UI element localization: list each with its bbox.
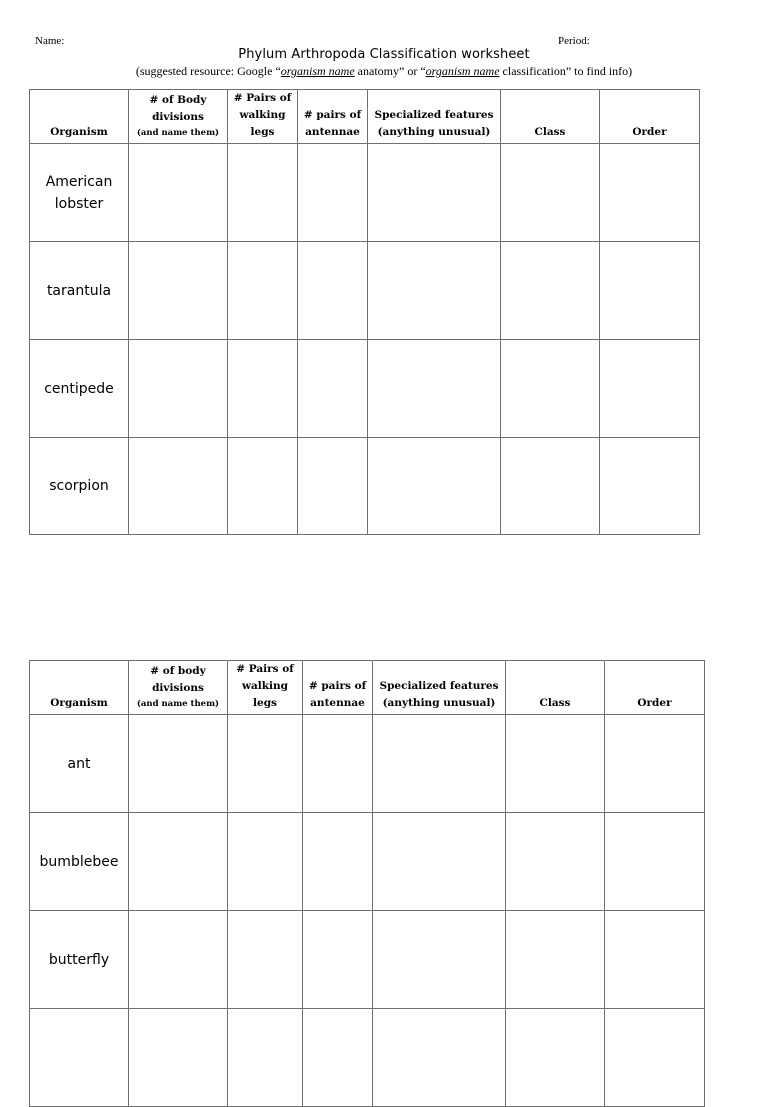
organism-cell — [30, 1009, 129, 1107]
header-body-divisions-line1: # of Body — [149, 94, 207, 106]
order-cell[interactable] — [605, 911, 705, 1009]
specialized-features-cell[interactable] — [368, 144, 501, 242]
header-walking-legs-line2: walking — [239, 109, 286, 121]
body-divisions-cell[interactable] — [129, 242, 228, 340]
name-label: Name: — [35, 35, 65, 47]
period-label: Period: — [558, 35, 590, 47]
classification-table-2 — [29, 660, 705, 1107]
class-cell[interactable] — [501, 340, 600, 438]
order-cell[interactable] — [605, 715, 705, 813]
organism-cell: centipede — [30, 340, 129, 438]
order-cell[interactable] — [600, 242, 700, 340]
organism-name-line2: lobster — [54, 195, 104, 212]
body-divisions-cell[interactable] — [129, 144, 228, 242]
specialized-features-cell[interactable] — [373, 1009, 506, 1107]
header-organism: Organism — [30, 90, 129, 144]
class-cell[interactable] — [501, 242, 600, 340]
header-walking-legs-line1: # Pairs of — [233, 92, 292, 104]
walking-legs-cell[interactable] — [228, 813, 303, 911]
subtitle-part-3: classification” to find info) — [499, 64, 633, 78]
specialized-features-cell[interactable] — [368, 438, 501, 535]
header-features-line2: (anything unusual) — [382, 697, 496, 709]
header-antennae-line1: # pairs of — [308, 680, 367, 692]
body-divisions-cell[interactable] — [129, 911, 228, 1009]
body-divisions-cell[interactable] — [129, 715, 228, 813]
organism-cell: bumblebee — [30, 813, 129, 911]
class-cell[interactable] — [501, 438, 600, 535]
table-row — [30, 715, 705, 813]
header-body-divisions-note: (and name them) — [136, 699, 220, 709]
class-cell[interactable] — [506, 813, 605, 911]
header-features-line2: (anything unusual) — [377, 126, 491, 138]
header-order: Order — [605, 661, 705, 715]
walking-legs-cell[interactable] — [228, 340, 298, 438]
class-cell[interactable] — [506, 911, 605, 1009]
header-antennae-line1: # pairs of — [303, 109, 362, 121]
header-body-divisions — [129, 661, 228, 715]
table-row — [30, 144, 700, 242]
header-walking-legs-line2: walking — [241, 680, 289, 692]
table-row — [30, 1009, 705, 1107]
specialized-features-cell[interactable] — [368, 242, 501, 340]
class-cell[interactable] — [501, 144, 600, 242]
subtitle-term-1: organism name — [280, 64, 355, 78]
order-cell[interactable] — [600, 144, 700, 242]
table-row — [30, 340, 700, 438]
order-cell[interactable] — [605, 813, 705, 911]
header-body-divisions — [129, 90, 228, 144]
table-row — [30, 911, 705, 1009]
class-cell[interactable] — [506, 1009, 605, 1107]
order-cell[interactable] — [605, 1009, 705, 1107]
antennae-cell[interactable] — [298, 438, 368, 535]
table-row — [30, 438, 700, 535]
worksheet-subtitle — [0, 64, 768, 79]
antennae-cell[interactable] — [303, 715, 373, 813]
header-antennae-line2: antennae — [310, 697, 365, 709]
header-features-line1: Specialized features — [374, 109, 494, 121]
antennae-cell[interactable] — [298, 340, 368, 438]
antennae-cell[interactable] — [303, 813, 373, 911]
header-features-line1: Specialized features — [379, 680, 499, 692]
table-row — [30, 813, 705, 911]
walking-legs-cell[interactable] — [228, 438, 298, 535]
header-class: Class — [506, 661, 605, 715]
organism-cell: tarantula — [30, 242, 129, 340]
header-walking-legs-line1: # Pairs of — [236, 663, 294, 675]
header-antennae-line2: antennae — [305, 126, 360, 138]
organism-cell — [30, 144, 129, 242]
antennae-cell[interactable] — [298, 242, 368, 340]
specialized-features-cell[interactable] — [368, 340, 501, 438]
header-body-divisions-line2: divisions — [152, 682, 204, 694]
body-divisions-cell[interactable] — [129, 813, 228, 911]
organism-cell: scorpion — [30, 438, 129, 535]
walking-legs-cell[interactable] — [228, 242, 298, 340]
header-body-divisions-line1: # of body — [150, 665, 206, 677]
header-order: Order — [600, 90, 700, 144]
table-row — [30, 242, 700, 340]
subtitle-term-2: organism name — [425, 64, 500, 78]
header-specialized-features — [368, 90, 501, 144]
header-body-divisions-note: (and name them) — [136, 128, 220, 138]
body-divisions-cell[interactable] — [129, 1009, 228, 1107]
header-walking-legs — [228, 90, 298, 144]
body-divisions-cell[interactable] — [129, 438, 228, 535]
organism-cell: ant — [30, 715, 129, 813]
specialized-features-cell[interactable] — [373, 813, 506, 911]
worksheet-title: Phylum Arthropoda Classification worksheet — [238, 47, 530, 62]
specialized-features-cell[interactable] — [373, 715, 506, 813]
subtitle-part-1: (suggested resource: Google “ — [135, 64, 281, 78]
classification-table-1 — [29, 89, 700, 535]
header-body-divisions-line2: divisions — [152, 111, 204, 123]
class-cell[interactable] — [506, 715, 605, 813]
specialized-features-cell[interactable] — [373, 911, 506, 1009]
organism-cell: butterfly — [30, 911, 129, 1009]
walking-legs-cell[interactable] — [228, 715, 303, 813]
header-antennae — [298, 90, 368, 144]
walking-legs-cell[interactable] — [228, 144, 298, 242]
header-walking-legs-line3: legs — [253, 697, 277, 709]
header-walking-legs-line3: legs — [250, 126, 275, 138]
header-specialized-features — [373, 661, 506, 715]
header-antennae — [303, 661, 373, 715]
header-organism: Organism — [30, 661, 129, 715]
order-cell[interactable] — [600, 438, 700, 535]
body-divisions-cell[interactable] — [129, 340, 228, 438]
organism-name-line1: American — [45, 173, 113, 190]
antennae-cell[interactable] — [298, 144, 368, 242]
antennae-cell[interactable] — [303, 911, 373, 1009]
walking-legs-cell[interactable] — [228, 911, 303, 1009]
header-class: Class — [501, 90, 600, 144]
walking-legs-cell[interactable] — [228, 1009, 303, 1107]
header-walking-legs — [228, 661, 303, 715]
antennae-cell[interactable] — [303, 1009, 373, 1107]
order-cell[interactable] — [600, 340, 700, 438]
subtitle-part-2: anatomy” or “ — [354, 64, 426, 78]
table-1-header-row — [30, 90, 700, 144]
table-2-header-row — [30, 661, 705, 715]
